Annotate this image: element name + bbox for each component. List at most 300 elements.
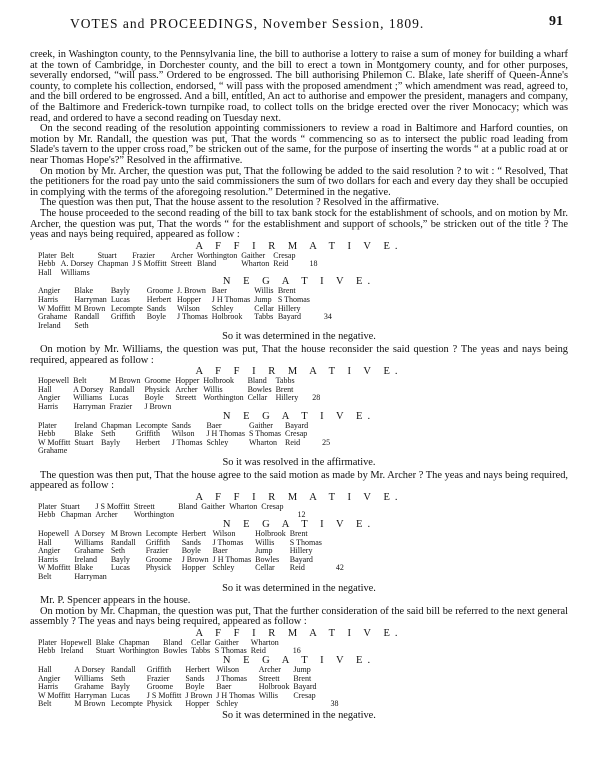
member-name: Cellar	[255, 563, 275, 573]
member-name: Herbert	[146, 295, 172, 305]
member-name: Griffith	[145, 537, 170, 547]
member-name: J. Brown	[177, 286, 206, 296]
affirmative-heading: A F F I R M A T I V E.	[195, 491, 403, 503]
member-name: Brent	[275, 384, 294, 394]
name-row	[38, 447, 334, 456]
member-name	[178, 511, 201, 520]
member-name	[285, 447, 312, 456]
member-name: Gaither	[214, 637, 239, 647]
member-name: Plater	[38, 420, 57, 430]
member-name: Reid	[250, 646, 266, 656]
member-name	[172, 447, 207, 456]
result-line: So it was determined in the negative.	[222, 710, 376, 722]
member-name: Reid	[285, 437, 301, 447]
member-name: Bland	[163, 637, 183, 647]
member-name: Plater	[38, 637, 57, 647]
negative-names	[38, 666, 343, 709]
division-list	[30, 493, 568, 582]
member-name	[171, 269, 197, 278]
member-name: Brent	[289, 528, 308, 538]
member-name: Wilson	[171, 429, 195, 439]
negative-heading: N E G A T I V E.	[222, 518, 376, 530]
member-name: Seth	[110, 546, 126, 556]
member-name: Bayly	[101, 437, 121, 447]
member-name	[74, 447, 101, 456]
vote-count	[314, 296, 336, 305]
member-name: J Brown	[185, 690, 213, 700]
name-row	[38, 573, 348, 582]
member-name: Willis	[254, 286, 274, 296]
paragraph: On the second reading of the resolution appointing commissioners to review a road in Baltimore and Harford counties, on motion by Mr. Randall, the question was put, That the words “ commencing so as to intersect the public road leading from Slade's tavern to the upper cross road,” be stricken out of the same, for the purpose of inserting the words “ at a public road at or near Thomas Hope's?” Resolved in the affirmative.	[30, 123, 568, 166]
member-name: Randall	[109, 384, 135, 394]
paragraph: On motion by Mr. Williams, the question was put, That the house reconsider the said question ? The yeas and nays being required, appeared as follow :	[30, 344, 568, 366]
member-name: J Thomas	[212, 537, 244, 547]
member-name	[278, 322, 314, 331]
member-name: J S Moffitt	[132, 259, 167, 269]
member-name: Chapman	[60, 510, 92, 520]
member-name: Bayly	[110, 286, 130, 296]
negative-names	[38, 530, 348, 582]
member-name: Lecompte	[110, 699, 143, 709]
member-name: A Dorsey	[74, 665, 105, 675]
member-name: Griffith	[135, 429, 160, 439]
paragraph: The house proceeded to the second reading of the bill to tax bank stock for the establishment of schools, and on motion by Mr. Archer, the question was put, That the words “ for the establishment and support of schools,” be stricken out of the title ? The yeas and nays being required, appeared as follow :	[30, 207, 568, 241]
member-name: Williams	[74, 537, 104, 547]
member-name: M Brown	[109, 376, 141, 386]
member-name: Willis	[203, 384, 223, 394]
member-name: Frazier	[109, 402, 133, 411]
member-name: Chapman	[101, 420, 132, 430]
member-name: Bayly	[110, 682, 130, 692]
member-name: Archer	[95, 510, 118, 520]
member-name: Seth	[110, 673, 126, 683]
member-name	[98, 269, 133, 278]
member-name: Bland	[178, 501, 198, 511]
member-name: Plater	[38, 501, 57, 511]
member-name: Angier	[38, 673, 61, 683]
member-name: Jump	[255, 546, 273, 556]
member-name: Angier	[38, 286, 61, 296]
member-name: Ireland	[38, 320, 61, 330]
member-name: Tabbs	[191, 646, 211, 656]
vote-count	[302, 377, 324, 386]
member-name: Wharton	[250, 637, 279, 647]
member-name: Groome	[146, 286, 174, 296]
member-name: Reid	[273, 259, 289, 269]
member-name: W Moffitt	[38, 303, 71, 313]
member-name: Harryman	[74, 690, 107, 700]
member-name	[290, 573, 326, 582]
member-name: Stuart	[95, 646, 115, 656]
member-name: W Moffitt	[38, 563, 71, 573]
affirmative-heading: A F F I R M A T I V E.	[195, 240, 403, 252]
result-line: So it was determined in the negative.	[222, 582, 376, 594]
member-name: Schley	[211, 303, 234, 313]
member-name: Worthington	[196, 250, 238, 260]
member-name: Schley	[212, 563, 235, 573]
member-name	[146, 573, 182, 582]
member-name: J Brown	[144, 402, 172, 411]
division-list	[30, 629, 568, 709]
member-name	[249, 447, 285, 456]
member-name: Seth	[101, 429, 116, 439]
member-name: Frazier	[146, 673, 170, 683]
member-name	[136, 447, 172, 456]
affirmative-names	[38, 503, 309, 520]
paragraph: creek, in Washington county, to the Pennsylvania line, the bill to authorise a lottery to raise a sum of money for building a wharf at the town of Cambridge, in Dorchester county, and the bill to erect a town in Montgomery county, and for other purposes, severally endorsed, “will pass.” Ordered to be engrossed. The bill authorising Philemon C. Blake, late sheriff of Queen-Anne's county, to complete his collection, endorsed, “ will pass with the proposed amendment ;” which amendment was read, agreed to, and the bill ordered to be engrossed. And a bill, entitled, An act to authorise and empower the president, managers and company, of the Baltimore and Frederick-town turnpike road, to collect tolls on the bridge erected over the river Monocacy; which was read, and ordered to have a second reading on Tuesday next.	[30, 49, 568, 124]
member-name: Griffith	[110, 312, 136, 322]
running-header: VOTES and PROCEEDINGS, November Session, 1809.	[70, 16, 425, 31]
member-name: Boyle	[146, 312, 166, 322]
member-name: Belt	[38, 699, 52, 709]
name-row	[38, 439, 334, 448]
member-name: M Brown	[74, 699, 106, 709]
member-name: Lucas	[110, 295, 130, 305]
member-name	[101, 447, 136, 456]
member-name: Hopper	[177, 295, 202, 305]
member-name: Groome	[146, 682, 174, 692]
vote-count	[314, 322, 336, 331]
member-name: Williams	[73, 393, 103, 403]
member-name: Stuart	[74, 437, 94, 447]
member-name: J H Thomas	[206, 429, 245, 439]
vote-count	[326, 547, 348, 556]
member-name	[259, 700, 294, 709]
member-name: Hopper	[175, 376, 200, 386]
member-name: Bland	[196, 259, 217, 269]
member-name: Hebb	[38, 646, 56, 656]
member-name: W Moffitt	[38, 690, 71, 700]
vote-count: 38	[330, 699, 339, 709]
member-name: Baer	[211, 286, 227, 296]
member-name: Hebb	[38, 259, 56, 269]
member-name: Willis	[258, 690, 278, 700]
member-name: Griffith	[146, 665, 172, 675]
vote-count	[312, 447, 334, 456]
affirmative-heading: A F F I R M A T I V E.	[195, 627, 403, 639]
member-name	[255, 573, 290, 582]
member-name: Cellar	[254, 303, 274, 313]
member-name: Baer	[206, 420, 222, 430]
member-name: Tabbs	[275, 376, 295, 386]
member-name: Bayard	[277, 312, 301, 322]
member-name: A Dorsey	[74, 528, 105, 538]
member-name: Angier	[38, 393, 61, 403]
member-name: Ireland	[60, 646, 84, 656]
member-name: Boyle	[185, 682, 205, 692]
paragraph: The question was then put, That the house agree to the said motion as made by Mr. Archer ? The yeas and nays being required, appeared as follow :	[30, 469, 568, 492]
result-line: So it was resolved in the affirmative.	[222, 456, 376, 468]
member-name: Ireland	[74, 420, 98, 430]
member-name: Groome	[144, 376, 171, 386]
member-name: Hebb	[38, 510, 56, 520]
vote-count: 18	[309, 259, 318, 269]
vote-count: 28	[312, 393, 321, 403]
member-name: Sands	[181, 537, 201, 547]
member-name	[206, 447, 249, 456]
vote-count: 12	[297, 510, 306, 520]
member-name: Bowles	[255, 554, 280, 564]
member-name: Wharton	[241, 259, 270, 269]
member-name	[213, 573, 256, 582]
member-name	[111, 573, 146, 582]
member-name: S Thomas	[214, 646, 247, 656]
member-name: Streett	[133, 501, 155, 511]
member-name: Bayly	[110, 554, 130, 564]
member-name: Lecompte	[135, 420, 168, 430]
member-name: Belt	[60, 250, 75, 260]
member-name: Herbert	[181, 528, 207, 538]
member-name: Grahame	[38, 446, 68, 456]
member-name: Seth	[74, 320, 89, 330]
member-name: Bowles	[163, 646, 188, 656]
member-name: Gaither	[241, 250, 266, 260]
member-name: Wilson	[177, 303, 200, 313]
member-name: Sands	[185, 673, 205, 683]
member-name: Wharton	[248, 437, 277, 447]
member-name: Hopewell	[38, 376, 70, 386]
member-name: Grahame	[74, 682, 104, 692]
member-name: Lucas	[109, 393, 129, 403]
member-name: Baer	[212, 546, 228, 556]
member-name	[147, 322, 177, 331]
member-name: W Moffitt	[38, 437, 71, 447]
division-list	[30, 242, 568, 331]
member-name: Hillery	[275, 393, 299, 403]
vote-count	[321, 666, 343, 675]
member-name: Archer	[170, 250, 193, 260]
member-name: Harris	[38, 402, 58, 411]
vote-count	[326, 539, 348, 548]
member-name: Baer	[216, 682, 232, 692]
member-name: Jump	[254, 295, 272, 305]
member-name: Cresap	[273, 250, 296, 260]
affirmative-names	[38, 639, 305, 656]
member-name: Gaither	[201, 501, 226, 511]
member-name: Hopewell	[38, 528, 70, 538]
member-name: Archer	[175, 384, 198, 394]
member-name: Randall	[74, 312, 100, 322]
member-name: Brent	[277, 286, 296, 296]
member-name: Cellar	[247, 393, 268, 403]
member-name: J Brown	[181, 554, 209, 564]
vote-count	[312, 422, 334, 431]
member-name: Sands	[146, 303, 166, 313]
paragraph: The question was then put, That the house assent to the resolution ? Resolved in the affirmative.	[40, 197, 439, 209]
member-name: Jump	[293, 665, 311, 675]
member-name: Harris	[38, 682, 58, 692]
member-name: Worthington	[203, 393, 244, 403]
affirmative-names	[38, 252, 321, 278]
member-name: J Thomas	[171, 437, 203, 447]
member-name: Herbert	[135, 437, 161, 447]
vote-count: 25	[322, 437, 331, 447]
member-name	[182, 573, 213, 582]
member-name: Physick	[145, 563, 172, 573]
member-name: Hebb	[38, 429, 56, 439]
member-name: Hall	[38, 384, 52, 394]
member-name: Bland	[247, 376, 267, 386]
member-name: S Thomas	[289, 537, 322, 547]
member-name: Gaither	[248, 420, 273, 430]
member-name: Bayard	[289, 554, 313, 564]
member-name: Physick	[144, 384, 170, 394]
member-name: Willis	[255, 537, 275, 547]
member-name: Hall	[38, 537, 52, 547]
affirmative-heading: A F F I R M A T I V E.	[195, 366, 403, 378]
member-name: Hall	[38, 665, 52, 675]
member-name: Archer	[258, 665, 281, 675]
vote-count: 16	[292, 646, 301, 656]
member-name: Harryman	[74, 295, 107, 305]
member-name: Worthington	[118, 646, 160, 656]
member-name: Cellar	[191, 637, 211, 647]
negative-heading: N E G A T I V E.	[222, 655, 376, 667]
member-name: Belt	[73, 376, 87, 386]
member-name: J S Moffitt	[146, 690, 182, 700]
vote-count	[326, 530, 348, 539]
result-line: So it was determined in the negative.	[222, 331, 376, 343]
member-name: Harris	[38, 554, 58, 564]
member-name: Lucas	[110, 563, 130, 573]
member-name: M Brown	[74, 303, 106, 313]
member-name: Lecompte	[145, 528, 178, 538]
member-name: M Brown	[110, 528, 142, 538]
vote-count	[321, 675, 343, 684]
member-name: Cresap	[285, 429, 308, 439]
member-name: Physick	[146, 699, 173, 709]
paragraph: On motion by Mr. Archer, the question was put, That the following be added to the said resolution ? to wit : “ Resolved, That the petitioners for the road pay unto the said commissioners the sum of two dollars for each and every day they shall be occupied in complying with the terms of the aforegoing resolution.” Determined in the negative.	[30, 165, 568, 198]
member-name	[177, 322, 212, 331]
vote-count	[326, 573, 348, 582]
member-name: Hillery	[277, 303, 301, 313]
member-name	[132, 269, 171, 278]
member-name: Cresap	[293, 690, 316, 700]
member-name: Randall	[110, 537, 136, 547]
member-name: Bayard	[293, 682, 317, 692]
member-name: Blake	[95, 637, 115, 647]
member-name: A. Dorsey	[60, 259, 94, 269]
negative-heading: N E G A T I V E.	[222, 410, 376, 422]
member-name: Worthington	[133, 510, 175, 520]
member-name	[254, 322, 278, 331]
affirmative-names	[38, 377, 324, 411]
member-name: Holbrook	[211, 312, 243, 322]
member-name: Schley	[216, 699, 238, 709]
name-row	[38, 700, 343, 709]
member-name: Hopewell	[60, 637, 92, 647]
member-name: Frazier	[145, 546, 169, 556]
member-name: Lucas	[110, 690, 130, 700]
member-name: J H Thomas	[211, 295, 251, 305]
member-name: A Dorsey	[73, 384, 104, 394]
negative-names	[38, 287, 336, 330]
member-name: Lecompte	[110, 303, 143, 313]
vote-count	[321, 683, 343, 692]
page-number: 91	[549, 14, 563, 29]
member-name: Schley	[206, 437, 229, 447]
member-name: Streett	[258, 673, 280, 683]
member-name: Chapman	[118, 637, 150, 647]
member-name: Stuart	[97, 250, 117, 260]
member-name: Harris	[38, 295, 58, 305]
vote-count: 34	[323, 312, 332, 322]
member-name: Blake	[74, 429, 94, 439]
member-name: Grahame	[74, 546, 104, 556]
member-name: Blake	[74, 563, 94, 573]
vote-count: 42	[335, 563, 344, 573]
member-name: Brent	[293, 673, 312, 683]
division-list	[30, 367, 568, 456]
member-name: Williams	[60, 267, 90, 277]
member-name: Frazier	[132, 250, 155, 260]
member-name: Grahame	[38, 312, 68, 322]
member-name	[293, 700, 320, 709]
member-name: Bowles	[247, 384, 272, 394]
member-name: Wharton	[229, 501, 258, 511]
member-name: Blake	[74, 286, 94, 296]
member-name: Streett	[175, 393, 197, 403]
member-name: J Thomas	[177, 312, 208, 322]
member-name: J H Thomas	[216, 690, 255, 700]
member-name: Hillery	[289, 546, 313, 556]
member-name	[111, 322, 147, 331]
member-name: Wilson	[216, 665, 240, 675]
member-name	[212, 322, 255, 331]
member-name: Hopper	[181, 563, 206, 573]
member-name: Wilson	[212, 528, 236, 538]
member-name: Sands	[171, 420, 191, 430]
member-name: Herbert	[185, 665, 210, 675]
member-name: Randall	[110, 665, 136, 675]
member-name: Hopper	[185, 699, 210, 709]
member-name: Chapman	[97, 259, 129, 269]
name-row	[38, 322, 336, 331]
member-name: Tabbs	[254, 312, 274, 322]
negative-names	[38, 422, 334, 456]
member-name: Cresap	[261, 501, 284, 511]
member-name: Boyle	[181, 546, 201, 556]
member-name: Harryman	[73, 402, 106, 411]
member-name: Streett	[170, 259, 192, 269]
member-name: Plater	[38, 250, 57, 260]
paragraph: On motion by Mr. Chapman, the question was put, That the further consideration of the said bill be referred to the next general assembly ? The yeas and nays being required, appeared as follow :	[30, 605, 568, 628]
member-name: S Thomas	[248, 429, 282, 439]
member-name: Stuart	[60, 501, 80, 511]
member-name: Harryman	[74, 571, 107, 581]
member-name: Bayard	[285, 420, 309, 430]
member-name: J Thomas	[216, 673, 247, 683]
member-name: Ireland	[74, 554, 98, 564]
member-name: Williams	[74, 673, 104, 683]
member-name: Boyle	[144, 393, 164, 403]
member-name: Holbrook	[258, 682, 290, 692]
paragraph: Mr. P. Spencer appears in the house.	[40, 595, 191, 607]
member-name	[175, 403, 203, 412]
member-name: Holbrook	[255, 528, 286, 538]
member-name: Holbrook	[203, 376, 234, 386]
vote-count	[314, 287, 336, 296]
member-name: Groome	[145, 554, 172, 564]
member-name: J S Moffitt	[95, 501, 130, 511]
member-name: Angier	[38, 546, 61, 556]
member-name: Belt	[38, 571, 52, 581]
member-name: J H Thomas	[212, 554, 252, 564]
member-name: Reid	[289, 563, 305, 573]
page-body	[30, 50, 568, 724]
member-name: S Thomas	[277, 295, 310, 305]
negative-heading: N E G A T I V E.	[222, 276, 376, 288]
